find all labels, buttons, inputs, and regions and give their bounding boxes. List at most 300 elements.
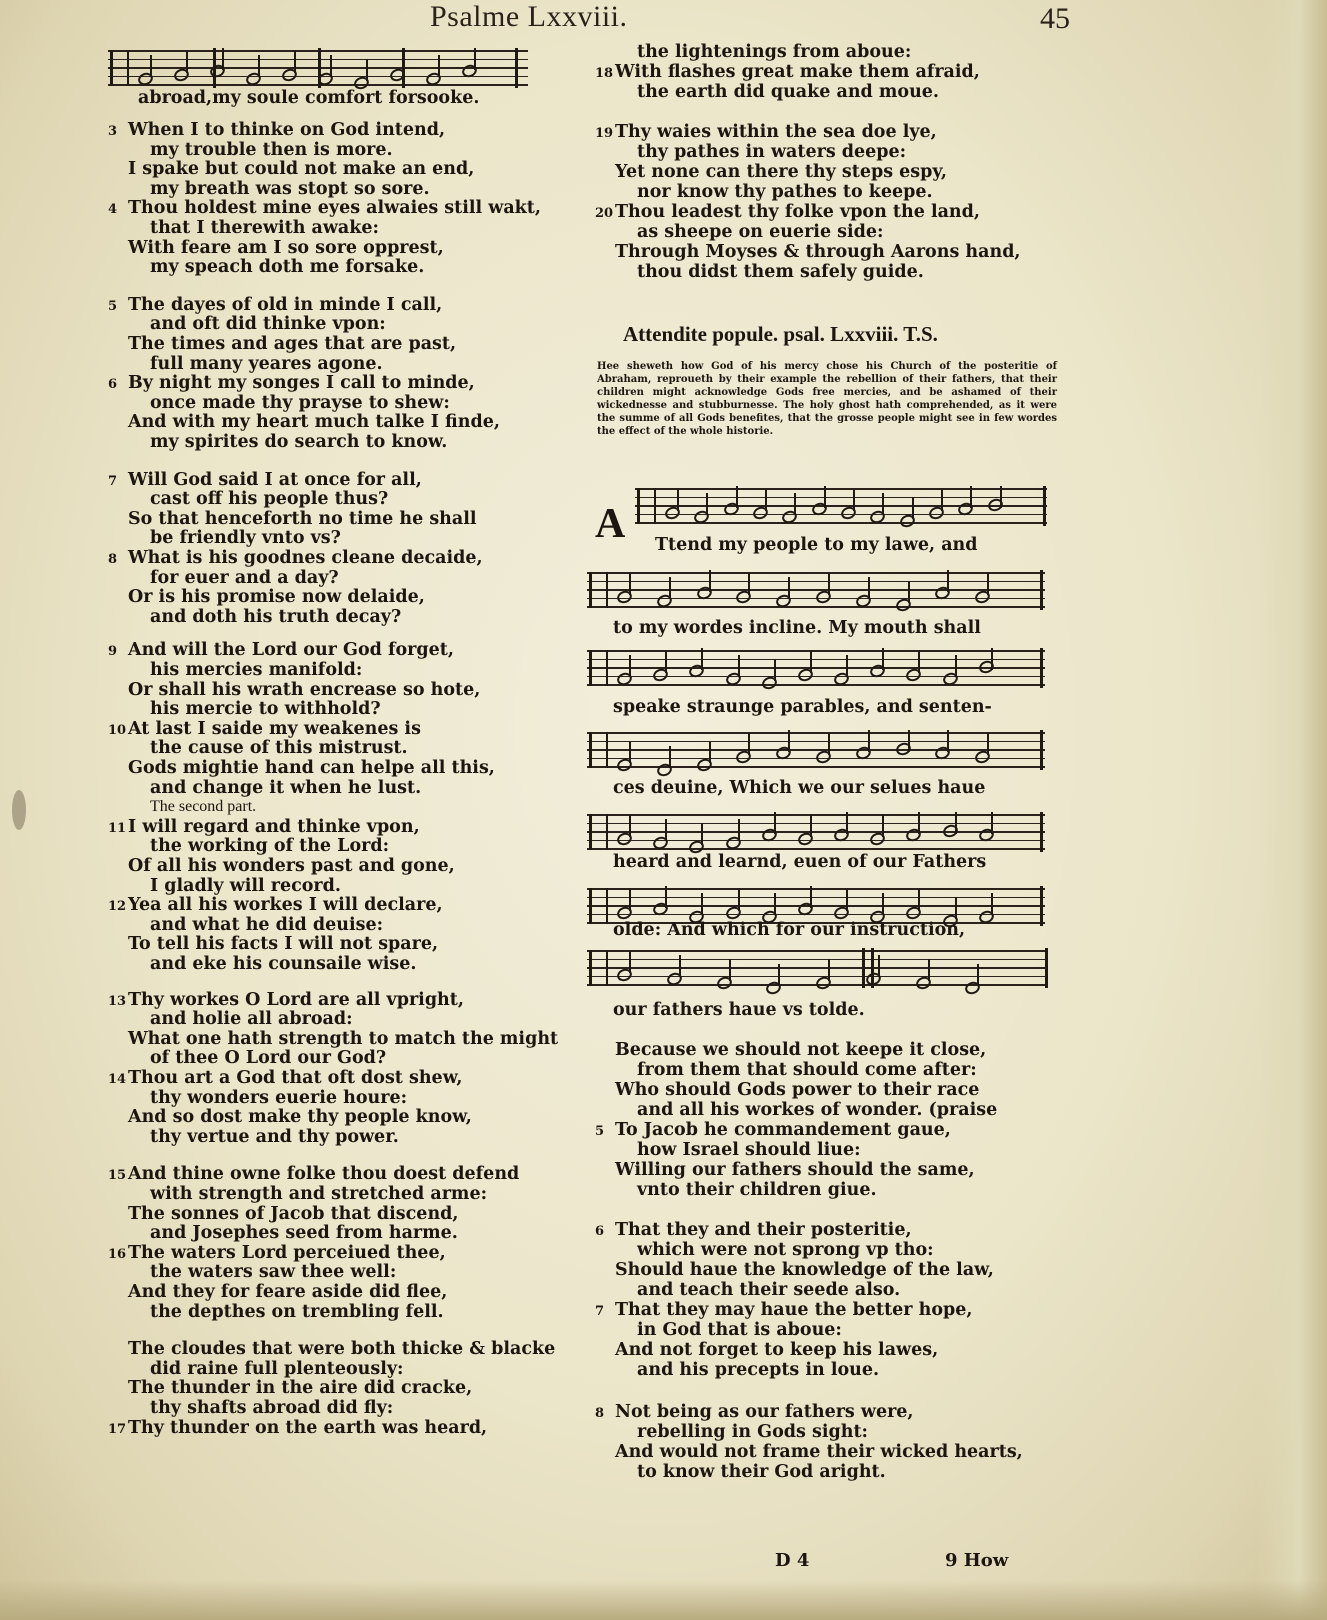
verse-line <box>108 1262 396 1282</box>
verse-text: thy wonders euerie houre: <box>150 1087 408 1108</box>
note-stem <box>810 886 812 908</box>
verse-text: With feare am I so sore opprest, <box>128 237 444 258</box>
verse-line <box>595 1220 912 1242</box>
verse-text: which were not sprong vp tho: <box>637 1240 934 1260</box>
verse-number: 12 <box>108 899 127 915</box>
note-stem <box>918 812 920 834</box>
verse-number: 15 <box>108 1168 127 1184</box>
note-stem <box>882 815 884 837</box>
note-stem <box>828 573 830 595</box>
note-stem <box>629 889 631 911</box>
note-stem <box>955 655 957 677</box>
verse-line <box>108 876 341 896</box>
note-stem <box>629 655 631 677</box>
verse-line <box>595 1260 994 1280</box>
verse-text: and change it when he lust. <box>150 777 422 798</box>
verse-line <box>108 856 455 876</box>
verse-line <box>595 1040 986 1060</box>
verse-text: Thy workes O Lord are all vpright, <box>128 989 464 1010</box>
music-lyric: speake straunge parables, and senten- <box>613 697 992 717</box>
verse-line <box>108 1088 407 1108</box>
verse-line <box>108 954 416 974</box>
verse-line <box>595 222 884 242</box>
verse-text: and what he did deuise: <box>150 914 384 935</box>
note-stem <box>947 570 949 592</box>
verse-line <box>108 179 430 199</box>
note-stem <box>828 733 830 755</box>
bar-line <box>213 48 216 88</box>
verse-number: 8 <box>108 552 118 567</box>
verse-text: my breath was stopt so sore. <box>150 178 430 199</box>
verse-line <box>108 432 447 452</box>
clef-icon <box>589 814 608 850</box>
verse-text: To Jacob he commandement gaue, <box>615 1120 951 1140</box>
verse-text: vnto their children giue. <box>637 1180 877 1200</box>
note-stem <box>665 886 667 908</box>
verse-text: Yet none can there thy steps espy, <box>615 162 947 182</box>
note-stem <box>824 486 826 508</box>
verse-number: 6 <box>595 1224 605 1239</box>
note-stem <box>828 959 830 981</box>
verse-line <box>595 1160 975 1180</box>
bar-line <box>1040 570 1043 610</box>
music-lyric: to my wordes incline. My mouth shall <box>613 618 981 638</box>
note-stem <box>788 577 790 599</box>
staff-line <box>587 823 1045 825</box>
music-staff <box>587 570 1045 610</box>
verse-text: nor know thy pathes to keepe. <box>637 182 933 202</box>
verse-text: that I therewith awake: <box>150 218 379 238</box>
clef-icon <box>589 650 608 686</box>
staff-line <box>587 581 1045 583</box>
note-stem <box>701 648 703 670</box>
note-stem <box>665 651 667 673</box>
bar-line <box>1040 812 1043 852</box>
note-stem <box>438 55 440 77</box>
verse-number: 17 <box>108 1421 127 1437</box>
note-stem <box>774 893 776 915</box>
staff-line <box>587 831 1045 833</box>
verse-text: Yea all his workes I will declare, <box>128 895 443 916</box>
verse-text: my spirites do search to know. <box>150 432 448 452</box>
verse-line <box>108 218 379 238</box>
verse-line <box>595 1280 900 1300</box>
note-stem <box>955 897 957 919</box>
staff-line <box>635 505 1047 507</box>
verse-text: thy vertue and thy power. <box>150 1126 399 1147</box>
note-stem <box>474 48 476 70</box>
verse-text: The thunder in the aire did cracke, <box>128 1378 473 1399</box>
note-stem <box>679 955 681 977</box>
note-stem <box>987 573 989 595</box>
note-stem <box>947 730 949 752</box>
verse-line <box>108 1127 399 1147</box>
verse-line <box>108 934 438 954</box>
note-stem <box>778 964 780 986</box>
verse-number: 8 <box>595 1406 605 1421</box>
note-stem <box>629 815 631 837</box>
verse-text: thou didst them safely guide. <box>637 262 924 282</box>
verse-text: And not forget to keep his lawes, <box>615 1340 939 1360</box>
staff-line <box>587 684 1045 686</box>
verse-text: And thine owne folke thou doest defend <box>128 1164 520 1185</box>
verse-text: as sheepe on euerie side: <box>637 222 884 242</box>
note-stem <box>868 577 870 599</box>
verse-line <box>595 1180 877 1200</box>
verse-line <box>595 242 1021 262</box>
verse-text: and eke his counsaile wise. <box>150 954 417 974</box>
page-bottom-edge <box>0 1580 1327 1620</box>
verse-text: By night my songes I call to minde, <box>128 373 475 394</box>
note-stem <box>878 955 880 977</box>
verse-text: to know their God aright. <box>637 1462 886 1482</box>
verse-text: The second part. <box>150 798 257 816</box>
verse-line <box>108 393 450 413</box>
note-stem <box>918 889 920 911</box>
verse-line <box>595 1462 886 1482</box>
verse-text: and teach their seede also. <box>637 1280 901 1300</box>
signature-mark: D 4 <box>775 1550 810 1571</box>
verse-text: The cloudes that were both thicke & blacke <box>128 1339 556 1360</box>
verse-line <box>108 1378 472 1398</box>
staff-line <box>587 749 1045 751</box>
note-stem <box>677 489 679 511</box>
verse-text: Who should Gods power to their race <box>615 1080 980 1100</box>
note-stem <box>794 493 796 515</box>
verse-line <box>108 1048 386 1068</box>
verse-text: I gladly will record. <box>150 875 341 896</box>
verse-text: the working of the Lord: <box>150 836 390 857</box>
verse-line <box>595 1320 842 1340</box>
music-lyric: our fathers haue vs tolde. <box>613 1000 865 1020</box>
note-stem <box>977 964 979 986</box>
verse-text: the waters saw thee well: <box>150 1262 397 1283</box>
note-stem <box>882 893 884 915</box>
note-stem <box>186 51 188 73</box>
staff-line <box>587 959 1045 961</box>
music-staff <box>587 812 1045 852</box>
music-staff <box>587 648 1045 688</box>
verse-text: and doth his truth decay? <box>150 606 402 627</box>
verse-number: 16 <box>108 1246 127 1262</box>
note-stem <box>941 489 943 511</box>
verse-text: thy pathes in waters deepe: <box>637 142 907 162</box>
verse-text: With flashes great make them afraid, <box>615 62 980 82</box>
verse-text: in God that is aboue: <box>637 1320 842 1340</box>
verse-number: 13 <box>108 993 127 1009</box>
psalm-argument: Hee sheweth how God of his mercy chose his Church of the posteritie of Abraham, reproueth by their example the rebellion of their fathers, that their children might acknowledge Gods free mercies, and be ashamed of their wickednesse and stubburnesse. The holy ghost hath comprehended, as it were the summe of all Gods benefites, that the grosse people might see in few wordes the effect of the whole historie. <box>597 361 1057 437</box>
verse-number: 20 <box>595 206 614 221</box>
note-stem <box>774 812 776 834</box>
staff-line <box>587 888 1045 890</box>
verse-line <box>108 489 388 509</box>
note-stem <box>258 55 260 77</box>
verse-number: 6 <box>108 377 118 393</box>
note-stem <box>853 489 855 511</box>
verse-text: Thy waies within the sea doe lye, <box>615 122 937 142</box>
note-stem <box>736 486 738 508</box>
verse-line <box>108 314 386 334</box>
note-stem <box>810 815 812 837</box>
note-stem <box>629 951 631 973</box>
note-stem <box>629 573 631 595</box>
note-stem <box>729 959 731 981</box>
note-stem <box>918 651 920 673</box>
verse-text: To tell his facts I will not spare, <box>128 934 439 955</box>
verse-line <box>595 182 933 202</box>
verse-text: What is his goodnes cleane decaide, <box>128 548 483 568</box>
note-stem <box>991 812 993 834</box>
verse-line <box>595 82 939 102</box>
note-stem <box>222 48 224 70</box>
clef-icon <box>589 572 608 608</box>
note-stem <box>669 577 671 599</box>
verse-line <box>108 1282 447 1302</box>
note-stem <box>665 819 667 841</box>
clef-icon <box>589 888 608 924</box>
note-stem <box>970 486 972 508</box>
verse-line <box>108 257 424 277</box>
verse-line <box>108 412 500 432</box>
verse-text: the lightenings from aboue: <box>637 42 912 62</box>
verse-line <box>108 528 341 548</box>
bar-line <box>1040 886 1043 926</box>
verse-text: once made thy prayse to shew: <box>150 392 450 413</box>
verse-text: That they and their posteritie, <box>615 1220 912 1240</box>
verse-text: Of all his wonders past and gone, <box>128 856 455 876</box>
music-lyric: Ttend my people to my lawe, and <box>655 535 978 555</box>
note-stem <box>748 733 750 755</box>
verse-text: my speach doth me forsake. <box>150 257 425 278</box>
note-stem <box>908 730 910 752</box>
bar-line <box>1045 948 1048 988</box>
verse-text: his mercies manifold: <box>150 660 363 680</box>
verse-line <box>108 159 474 179</box>
verse-text: my trouble then is more. <box>150 139 393 160</box>
verse-text: and Josephes seed from harme. <box>150 1223 458 1244</box>
verse-line <box>108 778 421 798</box>
verse-text: And would not frame their wicked hearts, <box>615 1442 1023 1462</box>
verse-line <box>595 1340 938 1360</box>
verse-line <box>595 1422 868 1442</box>
verse-number: 19 <box>595 126 614 141</box>
verse-line <box>108 836 389 856</box>
verse-text: thy shafts abroad did fly: <box>150 1398 394 1418</box>
verse-number: 10 <box>108 722 127 738</box>
verse-line <box>108 1184 487 1204</box>
bar-line <box>862 948 865 988</box>
bar-line <box>871 948 874 988</box>
note-stem <box>810 651 812 673</box>
verse-text: with strength and stretched arme: <box>150 1184 488 1204</box>
verse-line <box>108 1009 353 1029</box>
verse-text: Gods mightie hand can helpe all this, <box>128 758 495 778</box>
verse-line <box>108 738 408 758</box>
verse-text: did raine full plenteously: <box>150 1358 404 1379</box>
staff-line <box>635 488 1047 490</box>
running-header: Psalme Lxxviii. <box>430 0 628 33</box>
staff-line <box>587 572 1045 574</box>
verse-line <box>108 587 425 607</box>
verse-line <box>595 162 947 182</box>
verse-number: 11 <box>108 820 127 836</box>
verse-text: The dayes of old in minde I call, <box>128 294 443 315</box>
verse-number: 7 <box>595 1304 605 1319</box>
verse-line <box>595 142 906 162</box>
note-stem <box>882 493 884 515</box>
verse-line <box>108 758 495 778</box>
verse-line <box>595 1360 879 1380</box>
note-stem <box>955 812 957 834</box>
verse-text: Thou art a God that oft dost shew, <box>128 1068 463 1088</box>
note-stem <box>908 581 910 603</box>
staff-line <box>587 732 1045 734</box>
staff-line <box>587 650 1045 652</box>
verse-line <box>108 1302 444 1322</box>
note-stem <box>294 51 296 73</box>
verse-text: And will the Lord our God forget, <box>128 640 454 661</box>
verse-line <box>108 509 477 529</box>
bar-line <box>1040 730 1043 770</box>
note-stem <box>912 497 914 519</box>
note-stem <box>738 819 740 841</box>
verse-text: The waters Lord perceiued thee, <box>128 1242 446 1263</box>
note-stem <box>868 730 870 752</box>
verse-line <box>595 122 937 144</box>
note-stem <box>709 570 711 592</box>
verse-text: the earth did quake and moue. <box>637 82 940 102</box>
verse-text: Or is his promise now delaide, <box>128 587 425 608</box>
bar-line <box>1040 648 1043 688</box>
verse-line <box>108 607 401 627</box>
verse-number: 5 <box>108 298 118 314</box>
music-staff-left <box>108 48 528 88</box>
verse-text: I spake but could not make an end, <box>128 159 475 180</box>
verse-text: of thee O Lord our God? <box>150 1048 387 1069</box>
note-stem <box>987 733 989 755</box>
verse-text: Because we should not keepe it close, <box>615 1040 987 1060</box>
verse-line <box>595 1402 914 1424</box>
verse-text: his mercie to withhold? <box>150 699 381 720</box>
music-lyric: ces deuine, Which we our selues haue <box>613 778 986 798</box>
verse-text: The sonnes of Jacob that discend, <box>128 1203 459 1224</box>
verse-line <box>108 680 480 700</box>
verse-line <box>108 915 383 935</box>
verse-line <box>108 140 393 160</box>
verse-text: Not being as our fathers were, <box>615 1402 914 1422</box>
verse-line <box>108 568 339 588</box>
verse-line <box>595 42 911 62</box>
verse-number: 7 <box>108 473 118 489</box>
verse-line <box>595 1240 934 1260</box>
verse-line <box>595 1120 951 1142</box>
verse-text: Thou leadest thy folke vpon the land, <box>615 202 980 222</box>
music-lyric-left: abroad,my soule comfort forsooke. <box>138 88 480 108</box>
verse-text: Should haue the knowledge of the law, <box>615 1260 994 1280</box>
verse-line <box>108 1223 458 1243</box>
section-heading <box>108 797 256 817</box>
music-staff <box>587 948 1045 988</box>
note-stem <box>788 730 790 752</box>
note-stem <box>774 659 776 681</box>
music-lyric: heard and learnd, euen of our Fathers <box>613 852 987 872</box>
verse-line <box>108 660 362 680</box>
verse-text: for euer and a day? <box>150 567 339 588</box>
music-staff <box>635 486 1047 526</box>
note-stem <box>709 741 711 763</box>
note-stem <box>846 812 848 834</box>
verse-text: Or shall his wrath encrease so hote, <box>128 679 481 700</box>
staff-line <box>635 497 1047 499</box>
note-stem <box>846 889 848 911</box>
verse-text: and all his workes of wonder. (praise <box>637 1100 998 1120</box>
verse-text: Thou holdest mine eyes alwaies still wakt, <box>128 198 541 219</box>
note-stem <box>738 655 740 677</box>
verse-text: That they may haue the better hope, <box>615 1300 973 1320</box>
verse-line <box>108 1398 393 1418</box>
verse-line <box>595 1060 977 1080</box>
verse-line <box>108 1339 555 1359</box>
verse-line <box>108 1029 558 1049</box>
verse-text: Willing our fathers should the same, <box>615 1160 975 1180</box>
staff-line <box>587 606 1045 608</box>
verse-line <box>595 262 924 282</box>
verse-text: When I to thinke on God intend, <box>128 120 446 140</box>
note-stem <box>701 823 703 845</box>
verse-number: 5 <box>595 1124 605 1139</box>
verse-line <box>595 62 980 84</box>
note-stem <box>701 893 703 915</box>
verse-line <box>108 1359 404 1379</box>
note-stem <box>150 55 152 77</box>
page-edge-shadow <box>1257 0 1327 1620</box>
verse-line <box>595 1140 861 1160</box>
staff-line <box>587 589 1045 591</box>
bar-line <box>318 48 321 88</box>
verse-number: 9 <box>108 644 118 660</box>
verse-text: The times and ages that are past, <box>128 334 457 354</box>
verse-text: Thy thunder on the earth was heard, <box>128 1417 488 1438</box>
note-stem <box>748 573 750 595</box>
bar-line <box>515 48 518 88</box>
staff-line <box>587 741 1045 743</box>
clef-icon <box>589 732 608 768</box>
note-stem <box>669 746 671 768</box>
verse-text: the depthes on trembling fell. <box>150 1301 444 1322</box>
verse-text: from them that should come after: <box>637 1060 977 1080</box>
note-stem <box>738 889 740 911</box>
note-stem <box>366 59 368 81</box>
verse-text: And so dost make thy people know, <box>128 1107 472 1128</box>
note-stem <box>706 493 708 515</box>
verse-line <box>595 1442 1023 1462</box>
tune-title: Attendite popule. psal. Lxxviii. T.S. <box>623 322 938 346</box>
note-stem <box>765 489 767 511</box>
verse-line <box>108 354 383 374</box>
note-stem <box>330 55 332 77</box>
staff-line <box>587 814 1045 816</box>
verse-number: 14 <box>108 1072 127 1087</box>
note-stem <box>991 893 993 915</box>
verse-text: rebelling in Gods sight: <box>637 1422 868 1442</box>
drop-initial: A <box>595 501 626 547</box>
note-stem <box>991 648 993 670</box>
verse-line <box>595 1300 972 1322</box>
verse-number: 18 <box>595 66 614 81</box>
verse-text: be friendly vnto vs? <box>150 528 341 549</box>
staff-line <box>587 897 1045 899</box>
verse-text: What one hath strength to match the might <box>128 1028 559 1049</box>
